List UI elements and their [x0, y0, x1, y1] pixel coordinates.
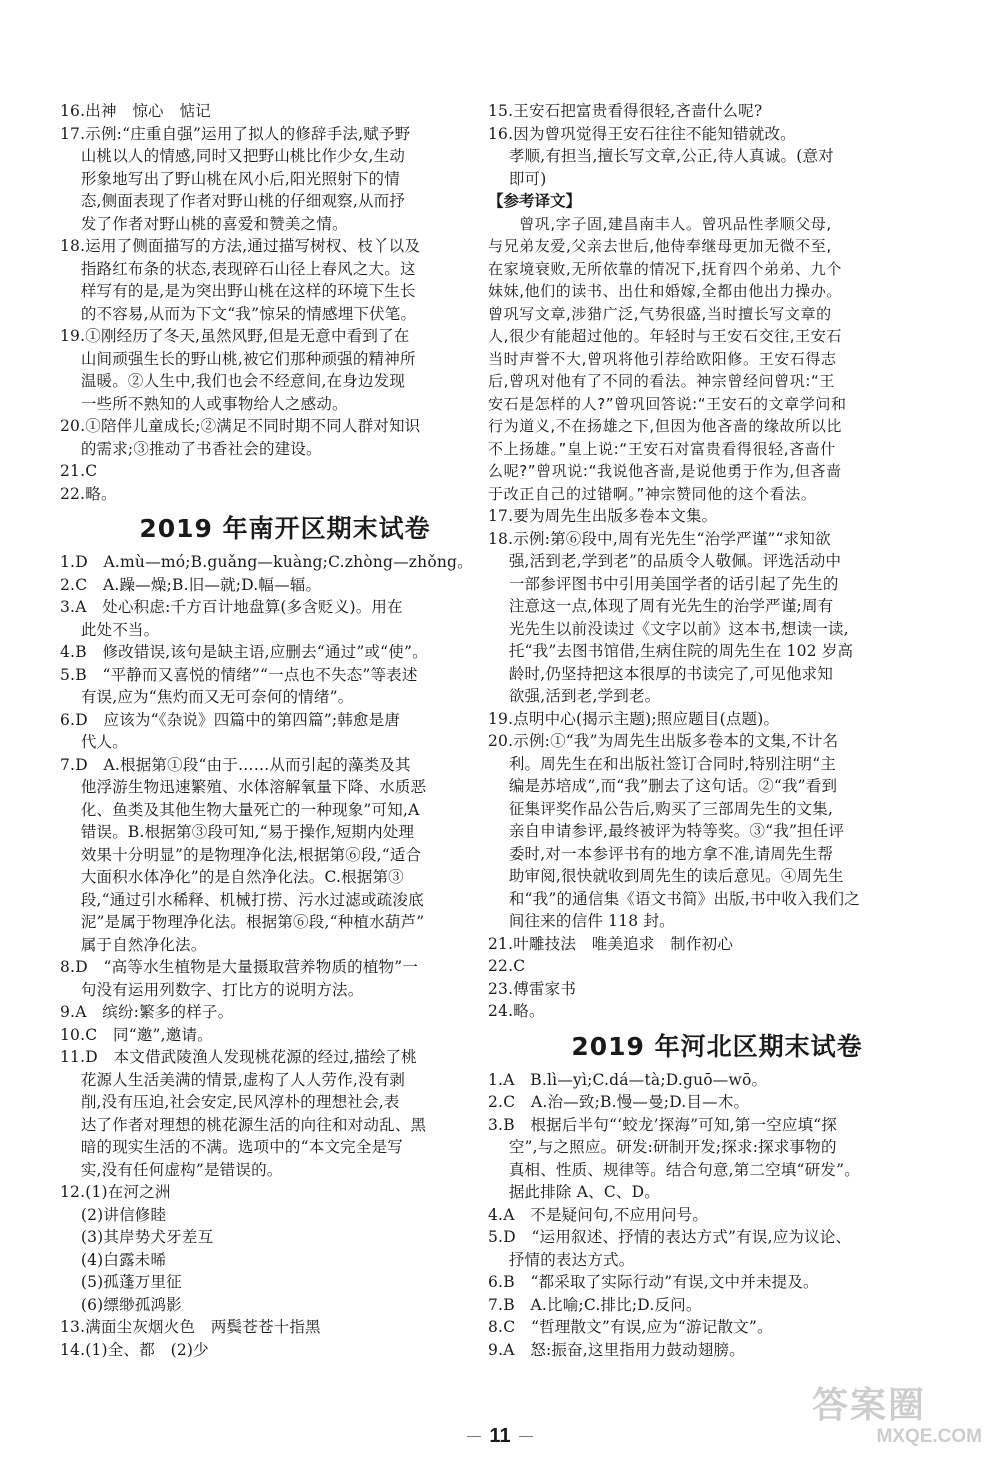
text-line: 么呢?”曾巩说:“我说他吝啬,是说他勇于作为,但吝啬	[488, 462, 842, 480]
text-line: 达了作者对理想的桃花源生活的向往和对动乱、黑	[60, 1115, 427, 1134]
text-line: 5.B “平静而又喜悦的情绪”“一点也不失态”等表述	[60, 665, 418, 684]
text-line: 18.示例:第⑥段中,周有光先生“治学严谨”“求知欲	[488, 529, 831, 548]
right-answers-block-2	[488, 505, 946, 1023]
text-line: 1.A B.lì—yì;C.dá—tà;D.guō—wō。	[488, 1070, 768, 1089]
text-line: 效果十分明显”的是物理净化法,根据第⑥段,“适合	[60, 845, 422, 864]
text-line: 据此排除 A、C、D。	[488, 1183, 660, 1201]
text-line: 句没有运用列数字、打比方的说明方法。	[60, 980, 364, 999]
text-line: 17.要为周先生出版多卷本文集。	[488, 507, 718, 525]
text-line: 7.D A.根据第①段“由于……从而引起的藻类及其	[60, 755, 411, 774]
text-line: (2)讲信修睦	[60, 1205, 167, 1224]
text-line: 孝顺,有担当,擅长写文章,公正,待人真诚。(意对	[488, 147, 834, 165]
text-line: (5)孤蓬万里征	[60, 1273, 182, 1291]
text-line: 12.(1)在河之洲	[60, 1183, 171, 1201]
text-line: (4)白露未晞	[60, 1250, 167, 1269]
text-line: 23.傅雷家书	[488, 979, 577, 998]
text-line: 4.B 修改错误,该句是缺主语,应删去“通过”或“使”。	[60, 643, 428, 661]
text-line: 19.点明中心(揭示主题);照应题目(点题)。	[488, 709, 780, 728]
text-line: 后,曾巩对他有了不同的看法。神宗曾经问曾巩:“王	[488, 372, 835, 390]
text-line: 温暖。②人生中,我们也会不经意间,在身边发现	[60, 372, 406, 390]
text-line: 曾巩写文章,涉猎广泛,气势很盛,当时擅长写文章的	[488, 304, 832, 323]
text-line: 一部参评图书中引用美国学者的话引起了先生的	[488, 574, 839, 593]
text-line: 光先生以前没读过《文字以前》这本书,想读一读,	[488, 619, 849, 638]
text-line: 10.C 同“邀”,邀请。	[60, 1025, 213, 1044]
right-answers-block-1	[488, 100, 946, 190]
text-line: 2.C A.躁—燥;B.旧—就;D.幅—辐。	[60, 575, 322, 594]
text-line: 4.A 不是疑问句,不应用问号。	[488, 1205, 709, 1224]
text-line: 空”,与之照应。研发:研制开发;探求:探求事物的	[488, 1138, 837, 1156]
text-line: 6.B “都采取了实际行动”有误,文中并未提及。	[488, 1273, 819, 1291]
text-line: 抒情的表达方式。	[488, 1250, 635, 1269]
text-line: 8.D “高等水生植物是大量摄取营养物质的植物”一	[60, 958, 419, 976]
text-line: 21.叶雕技法 唯美追求 制作初心	[488, 934, 734, 953]
text-line: 亲自申请参评,最终被评为特等奖。③“我”担任评	[488, 822, 845, 840]
text-line: 的需求;③推动了书香社会的建设。	[60, 439, 322, 458]
text-line: 即可)	[488, 169, 547, 188]
text-line: 安石是怎样的人?”曾巩回答说:“王安石的文章学问和	[488, 394, 847, 413]
text-line: (6)缥缈孤鸿影	[60, 1295, 182, 1314]
text-line: 15.王安石把富贵看得很轻,吝啬什么呢?	[488, 102, 763, 120]
text-line: 24.略。	[488, 1002, 545, 1020]
watermark-logo	[812, 1386, 982, 1454]
text-line: 11.D 本文借武陵渔人发现桃花源的经过,描绘了桃	[60, 1048, 418, 1066]
text-line: 有误,应为“焦灼而又无可奈何的情绪”。	[60, 688, 354, 706]
text-line: 一些所不熟知的人或事物给人之感动。	[60, 394, 348, 413]
text-line: 委时,对一本参评书有的地方拿不准,请周先生帮	[488, 844, 834, 863]
left-answers-block-2	[60, 551, 510, 1361]
text-line: 编是苏培成”,而“我”删去了这句话。②“我”看到	[488, 777, 838, 795]
text-line: 化、鱼类及其他生物大量死亡的一种现象”可知,A	[60, 800, 420, 819]
text-line: 16.出神 惊心 惦记	[60, 102, 211, 120]
text-line: 暗的现实生活的不满。选项中的“本文完全是写	[60, 1138, 403, 1156]
text-line: 妹妹,他们的读书、出仕和婚嫁,全都由他出力操办。	[488, 282, 842, 300]
text-line: 当时声誉不大,曾巩将他引荐给欧阳修。王安石得志	[488, 349, 837, 368]
text-line: 1.D A.mù—mó;B.guǎng—kuàng;C.zhòng—zhǒng。	[60, 553, 473, 571]
text-line: 在家境衰败,无所依靠的情况下,抚育四个弟弟、九个	[488, 259, 842, 278]
text-line: 利。周先生在和出版社签订合同时,特别注明“主	[488, 754, 837, 773]
text-line: 3.B 根据后半句“‘蛟龙’探海”可知,第一空应填“探	[488, 1115, 838, 1134]
text-line: 8.C “哲理散文”有误,应为“游记散文”。	[488, 1318, 773, 1336]
text-line: 花源人生活美满的情景,虚构了人人劳作,没有剥	[60, 1070, 406, 1089]
text-line: 19.①刚经历了冬天,虽然风野,但是无意中看到了在	[60, 327, 410, 345]
watermark-logo-text: 答案圈	[812, 1385, 927, 1426]
reference-translation-tag: 【参考译文】	[488, 192, 582, 210]
text-line: 21.C	[60, 462, 98, 480]
text-line: 实,没有任何虚构”是错误的。	[60, 1160, 283, 1179]
right-column	[488, 100, 946, 1361]
text-line: 9.A 缤纷:繁多的样子。	[60, 1003, 234, 1021]
text-line: 发了作者对野山桃的喜爱和赞美之情。	[60, 214, 348, 233]
text-line: 9.A 怒:振奋,这里指用力鼓动翅膀。	[488, 1340, 745, 1359]
text-line: 他浮游生物迅速繁殖、水体溶解氧量下降、水质恶	[60, 778, 427, 796]
text-line: 欲强,活到老,学到老。	[488, 687, 661, 705]
text-line: 和“我”的通信集《语文书简》出版,书中收入我们之	[488, 889, 860, 908]
text-line: 5.D “运用叙述、抒情的表达方式”有误,应为议论、	[488, 1228, 852, 1246]
text-line: 此处不当。	[60, 620, 160, 639]
text-line: 形象地写出了野山桃在风小后,阳光照射下的情	[60, 169, 400, 188]
text-line: 态,侧面表现了作者对野山桃的仔细观察,从而抒	[60, 192, 406, 210]
text-line: 6.D 应该为“《杂说》四篇中的第四篇”;韩愈是唐	[60, 710, 401, 729]
text-line: 大面积水体净化”的是自然净化法。C.根据第③	[60, 868, 404, 886]
text-line: 山间顽强生长的野山桃,被它们那种顽强的精神所	[60, 349, 416, 368]
left-answers-block-1	[60, 100, 510, 505]
text-line: 17.示例:“庄重自强”运用了拟人的修辞手法,赋予野	[60, 124, 411, 143]
text-line: 3.A 处心积虑:千方百计地盘算(多含贬义)。用在	[60, 598, 403, 616]
text-line: 22.略。	[60, 484, 117, 503]
text-line: 段,“通过引水稀释、机械打捞、污水过滤或疏浚底	[60, 890, 424, 909]
text-line: 强,活到老,学到老”的品质令人敬佩。评选活动中	[488, 552, 842, 570]
text-line: 7.B A.比喻;C.排比;D.反问。	[488, 1295, 702, 1314]
text-line: 样写有的是,是为突出野山桃在这样的环境下生长	[60, 282, 416, 300]
text-line: 削,没有压迫,社会安定,民风淳朴的理想社会,表	[60, 1093, 400, 1111]
text-line: 代人。	[60, 733, 128, 751]
text-line: 于改正自己的过错啊。”神宗赞同他的这个看法。	[488, 484, 817, 503]
text-line: 托“我”去图书馆借,生病住院的周先生在 102 岁高	[488, 642, 854, 660]
text-line: 16.因为曾巩觉得王安石往往不能知错就改。	[488, 124, 796, 143]
text-line: 注意这一点,体现了周有光先生的治学严谨;周有	[488, 597, 834, 615]
text-line: 22.C	[488, 957, 526, 975]
reference-translation-text	[488, 213, 946, 506]
text-line: 行为道义,不在扬雄之下,但因为他吝啬的缘故所以比	[488, 417, 842, 435]
text-line: 20.示例:①“我”为周先生出版多卷本的文集,不计名	[488, 732, 839, 750]
text-line: 13.满面尘灰烟火色 两鬓苍苍十指黑	[60, 1318, 321, 1336]
left-column	[60, 100, 510, 1361]
text-line: 属于自然净化法。	[60, 935, 207, 954]
text-line: 与兄弟友爱,父亲去世后,他侍奉继母更加无微不至,	[488, 237, 832, 255]
text-line: 人,很少有能超过他的。年轻时与王安石交往,王安石	[488, 327, 842, 345]
text-line: 真相、性质、规律等。结合句意,第二空填“研发”。	[488, 1160, 860, 1179]
section-title-nankai: 2019 年南开区期末试卷	[139, 514, 431, 543]
section-title-hebei: 2019 年河北区期末试卷	[571, 1031, 863, 1061]
text-line: 助审阅,很快就收到周先生的读后意见。④周先生	[488, 867, 844, 885]
text-line: 2.C A.治—致;B.慢—曼;D.目—木。	[488, 1093, 750, 1111]
text-line: 指路红布条的状态,表现碎石山径上春风之大。这	[60, 259, 416, 278]
text-line: 14.(1)全、都 (2)少	[60, 1340, 209, 1359]
text-line: 20.①陪伴儿童成长;②满足不同时期不同人群对知识	[60, 417, 421, 435]
watermark-url: MXQE.COM	[876, 1426, 982, 1447]
text-line: 错误。B.根据第③段可知,“易于操作,短期内处理	[60, 823, 415, 841]
text-line: (3)其岸势犬牙差互	[60, 1228, 214, 1246]
text-line: 龄时,仍坚持把这本很厚的书读完了,可见他求知	[488, 664, 834, 683]
text-line: 曾巩,字子固,建昌南丰人。曾巩品性孝顺父母,	[488, 214, 832, 233]
text-line: 山桃以人的情感,同时又把野山桃比作少女,生动	[60, 147, 406, 165]
text-line: 的不容易,从而为下文“我”惊呆的情感埋下伏笔。	[60, 304, 417, 323]
text-line: 18.运用了侧面描写的方法,通过描写树杈、枝丫以及	[60, 237, 421, 255]
text-line: 间往来的信件 118 封。	[488, 912, 675, 930]
text-line: 征集评奖作品公告后,购买了三部周先生的文集,	[488, 799, 834, 818]
text-line: 泥”是属于物理净化法。根据第⑥段,“种植水葫芦”	[60, 913, 425, 931]
right-answers-block-3	[488, 1069, 946, 1362]
text-line: 不上扬雄。”皇上说:“王安石对富贵看得很轻,吝啬什	[488, 439, 836, 458]
page-number: 11	[0, 1425, 1000, 1448]
